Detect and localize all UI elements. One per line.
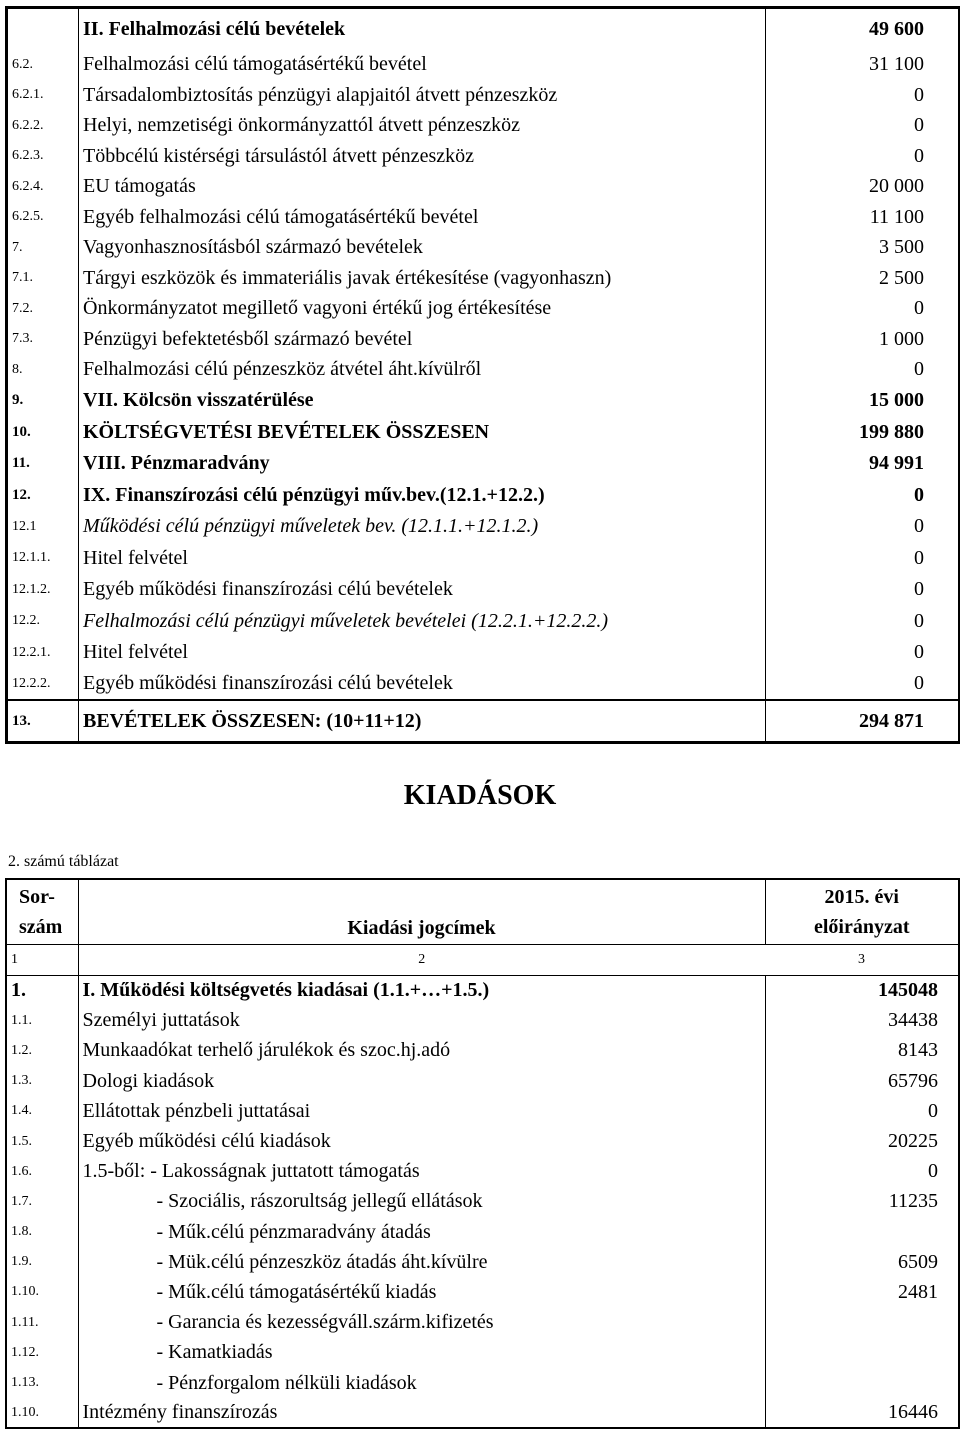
revenue-row-number: 12.1.2. [7,574,79,606]
revenue-row-number: 7.3. [7,324,79,355]
revenue-row [7,606,960,638]
revenue-amount: 15 000 [869,389,924,412]
revenue-amount: 11 100 [869,205,924,228]
revenue-item-name: Működési célú pénzügyi műveletek bev. (12.1.1.+12.1.2.) [79,511,766,543]
revenue-row [7,574,960,606]
expense-row [6,1006,959,1036]
revenue-amount: 20 000 [869,175,924,198]
revenue-table [5,6,960,744]
revenue-item-name: KÖLTSÉGVETÉSI BEVÉTELEK ÖSSZESEN [79,417,766,449]
expense-amount: 16446 [888,1401,938,1424]
revenue-row-number: 12.1.1. [7,543,79,575]
expense-row [6,1368,959,1398]
header-appropriation [765,879,959,945]
revenue-item-name: VII. Kölcsön visszatérülése [79,385,766,417]
revenue-item-name: Pénzügyi befektetésből származó bevétel [79,324,766,355]
expense-item-name: - Kamatkiadás [78,1338,765,1368]
expense-amount: 11235 [888,1190,938,1213]
expense-row [6,1247,959,1277]
expense-row [6,976,959,1006]
revenue-table-body [7,8,960,743]
expense-amount [765,1308,959,1338]
expense-item-name: I. Működési költségvetés kiadásai (1.1.+…+1.5.) [78,976,765,1006]
revenue-row [7,8,960,50]
revenue-amount: 0 [914,297,924,320]
revenue-row [7,700,960,743]
revenue-amount: 3 500 [879,236,924,259]
expense-row [6,1398,959,1428]
expense-amount: 8143 [898,1039,938,1062]
revenue-row [7,324,960,355]
expense-amount: 34438 [888,1009,938,1032]
revenue-row-number: 12.2. [7,606,79,638]
revenue-row [7,294,960,325]
revenue-item-name: Vagyonhasznosításból származó bevételek [79,233,766,264]
revenue-row-number: 12.2.1. [7,637,79,669]
expense-item-name: Intézmény finanszírozás [78,1398,765,1428]
expense-index-row [6,945,959,976]
expense-amount [765,1338,959,1368]
revenue-row [7,637,960,669]
expense-row [6,1066,959,1096]
expense-row-number: 1.2. [6,1036,78,1066]
revenue-row [7,233,960,264]
revenue-amount: 0 [914,672,924,695]
expense-row-number: 1.13. [6,1368,78,1398]
revenue-row [7,172,960,203]
index-col-1: 1 [6,945,78,976]
revenue-amount: 199 880 [859,420,924,443]
revenue-amount: 294 871 [766,700,960,743]
revenue-row-number: 6.2.5. [7,202,79,233]
expense-row-number: 1.5. [6,1126,78,1156]
revenue-item-name: Egyéb működési finanszírozási célú bevételek [79,669,766,701]
revenue-amount: 0 [914,358,924,381]
revenue-row [7,480,960,512]
expense-row-number: 1.10. [6,1398,78,1428]
expense-row [6,1217,959,1247]
header-row-number-line2: szám [19,916,63,938]
revenue-amount: 0 [914,144,924,167]
revenue-amount: 0 [914,483,924,506]
revenue-amount: 1 000 [879,327,924,350]
expense-row-number: 1.6. [6,1157,78,1187]
revenue-item-name: Helyi, nemzetiségi önkormányzattól átvett pénzeszköz [79,111,766,142]
expense-row-number: 1.4. [6,1096,78,1126]
revenue-item-name: BEVÉTELEK ÖSSZESEN: (10+11+12) [79,700,766,743]
revenue-row-number: 6.2.3. [7,141,79,172]
expense-amount: 0 [928,1160,938,1183]
revenue-row-number: 13. [7,700,79,743]
revenue-row-number: 10. [7,417,79,449]
revenue-row [7,263,960,294]
revenue-row [7,417,960,449]
expense-item-name: - Pénzforgalom nélküli kiadások [78,1368,765,1398]
revenue-item-name: Önkormányzatot megillető vagyoni értékű jog értékesítése [79,294,766,325]
expense-row-number: 1.7. [6,1187,78,1217]
expense-amount: 0 [928,1099,938,1122]
expense-item-name: Dologi kiadások [78,1066,765,1096]
revenue-item-name: Hitel felvétel [79,543,766,575]
revenue-item-name: Felhalmozási célú pénzügyi műveletek bevételei (12.2.1.+12.2.2.) [79,606,766,638]
expense-amount: 145048 [878,979,938,1002]
revenue-amount: 94 991 [869,452,924,475]
revenue-row-number: 9. [7,385,79,417]
revenue-row [7,50,960,81]
revenue-item-name: Egyéb működési finanszírozási célú bevételek [79,574,766,606]
revenue-row-number: 7.1. [7,263,79,294]
expense-row-number: 1. [6,976,78,1006]
revenue-row-number: 6.2.4. [7,172,79,203]
revenue-row-number: 11. [7,448,79,480]
revenue-item-name: Többcélú kistérségi társulástól átvett pénzeszköz [79,141,766,172]
revenue-row [7,202,960,233]
expense-item-name: - Garancia és kezességváll.szárm.kifizetés [78,1308,765,1338]
revenue-row-number: 7.2. [7,294,79,325]
header-appropriation-line1: 2015. évi [824,886,899,908]
expense-row [6,1187,959,1217]
index-col-2: 2 [78,945,765,976]
revenue-amount: 49 600 [869,17,924,40]
revenue-row [7,355,960,386]
revenue-item-name: EU támogatás [79,172,766,203]
expense-table-header [6,879,959,976]
expense-item-name: 1.5-ből: - Lakosságnak juttatott támogatás [78,1157,765,1187]
revenue-amount: 0 [914,83,924,106]
revenue-row [7,80,960,111]
revenue-row-number: 6.2.1. [7,80,79,111]
revenue-row [7,448,960,480]
header-appropriation-line2: előirányzat [813,916,910,938]
expense-item-name: - Műk.célú pénzmaradvány átadás [78,1217,765,1247]
expense-item-name: Ellátottak pénzbeli juttatásai [78,1096,765,1126]
expense-row-number: 1.9. [6,1247,78,1277]
expense-header-row [6,879,959,945]
revenue-amount: 0 [914,578,924,601]
header-item-name: Kiadási jogcímek [78,879,765,945]
revenue-row-number: 6.2. [7,50,79,81]
revenue-row-number: 6.2.2. [7,111,79,142]
expense-row [6,1277,959,1307]
expense-row [6,1308,959,1338]
expense-row-number: 1.8. [6,1217,78,1247]
expense-item-name: Munkaadókat terhelő járulékok és szoc.hj.adó [78,1036,765,1066]
expense-amount [765,1368,959,1398]
expense-row-number: 1.12. [6,1338,78,1368]
revenue-row-number: 8. [7,355,79,386]
revenue-amount: 0 [914,641,924,664]
expense-row [6,1338,959,1368]
revenue-amount: 0 [914,609,924,632]
revenue-item-name: Társadalombiztosítás pénzügyi alapjaitól átvett pénzeszköz [79,80,766,111]
expense-amount: 2481 [898,1280,938,1303]
index-col-3: 3 [765,945,959,976]
revenue-row-number: 12.1 [7,511,79,543]
revenue-row-number: 12. [7,480,79,512]
revenue-amount: 31 100 [869,53,924,76]
revenue-item-name: II. Felhalmozási célú bevételek [79,8,766,50]
expense-row [6,1036,959,1066]
revenue-row [7,669,960,701]
expense-item-name: Egyéb működési célú kiadások [78,1126,765,1156]
header-row-number-line1: Sor- [19,886,55,908]
revenue-row [7,543,960,575]
expense-table [5,878,960,1429]
expense-row-number: 1.10. [6,1277,78,1307]
expense-item-name: - Műk.célú támogatásértékű kiadás [78,1277,765,1307]
revenue-item-name: Hitel felvétel [79,637,766,669]
revenue-item-name: Egyéb felhalmozási célú támogatásértékű bevétel [79,202,766,233]
expense-item-name: Személyi juttatások [78,1006,765,1036]
header-row-number [6,879,78,945]
expense-row [6,1157,959,1187]
revenue-row-number: 7. [7,233,79,264]
expense-row-number: 1.1. [6,1006,78,1036]
revenue-item-name: Felhalmozási célú támogatásértékű bevétel [79,50,766,81]
expense-table-body [6,976,959,1429]
section-title: KIADÁSOK [403,780,557,811]
revenue-amount: 0 [914,515,924,538]
expense-item-name: - Mük.célú pénzeszköz átadás áht.kívülre [78,1247,765,1277]
expense-amount [765,1217,959,1247]
expense-item-name: - Szociális, rászorultság jellegű ellátások [78,1187,765,1217]
expense-row [6,1126,959,1156]
revenue-row [7,111,960,142]
revenue-amount: 0 [914,114,924,137]
expense-row-number: 1.11. [6,1308,78,1338]
revenue-row [7,141,960,172]
revenue-row [7,511,960,543]
revenue-amount: 2 500 [879,266,924,289]
revenue-row [7,385,960,417]
revenue-amount: 0 [914,546,924,569]
expense-amount: 65796 [888,1069,938,1092]
expense-amount: 6509 [898,1250,938,1273]
revenue-row-number: 12.2.2. [7,669,79,701]
table-label: 2. számú táblázat [8,853,119,870]
expense-amount: 20225 [888,1130,938,1153]
expense-row-number: 1.3. [6,1066,78,1096]
expense-row [6,1096,959,1126]
revenue-item-name: Felhalmozási célú pénzeszköz átvétel áht.kívülről [79,355,766,386]
revenue-row-number [7,8,79,50]
revenue-item-name: VIII. Pénzmaradvány [79,448,766,480]
revenue-item-name: IX. Finanszírozási célú pénzügyi műv.bev.(12.1.+12.2.) [79,480,766,512]
revenue-item-name: Tárgyi eszközök és immateriális javak értékesítése (vagyonhaszn) [79,263,766,294]
